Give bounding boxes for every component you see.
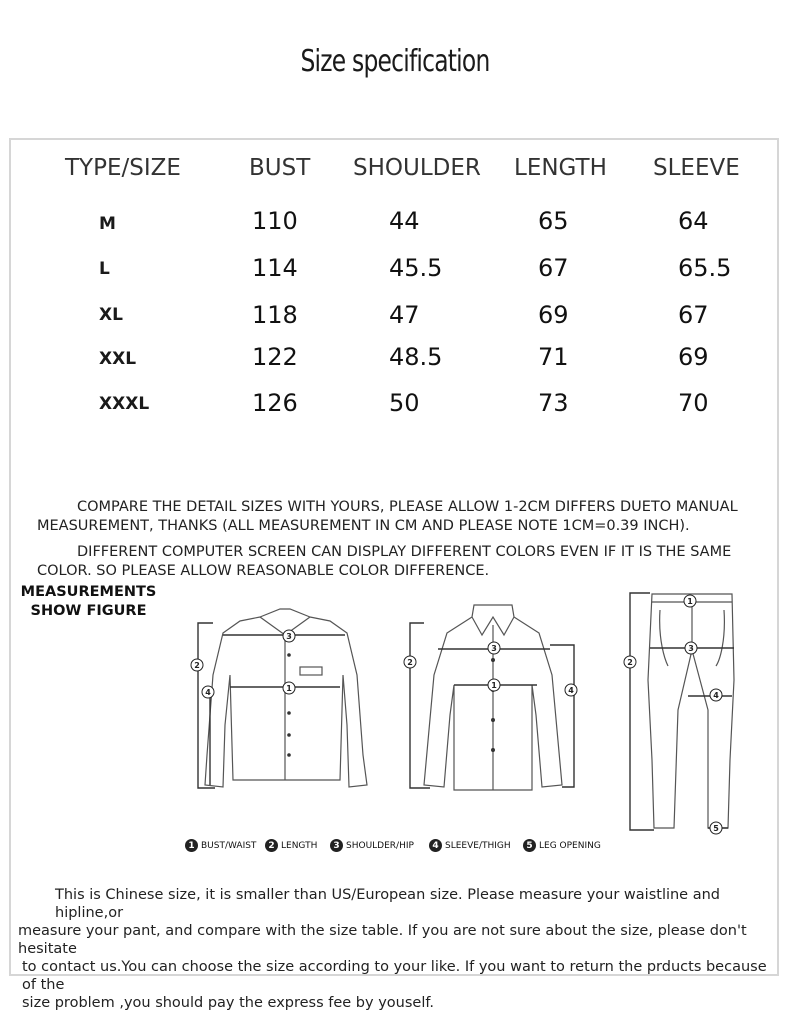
- header-shoulder: SHOULDER: [353, 155, 481, 181]
- legend-item-bust-waist: [185, 839, 256, 852]
- cell-sleeve: 67: [678, 301, 709, 329]
- svg-text:3: 3: [688, 644, 694, 653]
- cell-shoulder: 48.5: [389, 343, 443, 371]
- svg-text:1: 1: [687, 597, 693, 606]
- legend-label: SHOULDER/HIP: [346, 840, 414, 851]
- disclaimer-line3: to contact us.You can choose the size according to your like. If you want to return the prducts because of the: [22, 959, 767, 993]
- header-sleeve: SLEEVE: [653, 155, 740, 181]
- cell-sleeve: 69: [678, 343, 709, 371]
- header-type-size: TYPE/SIZE: [65, 155, 181, 181]
- jacket-measurement-figure: [402, 605, 592, 805]
- marker-badge: [191, 659, 203, 671]
- page-title: Size specification: [300, 44, 490, 79]
- marker-badge: [710, 689, 722, 701]
- measurements-label: [16, 583, 161, 621]
- disclaimer-line2: measure your pant, and compare with the size table. If you are not sure about the size, please don't hesitate: [18, 923, 747, 957]
- disclaimer-line1: This is Chinese size, it is smaller than US/European size. Please measure your waistline and hipline,or: [55, 887, 720, 921]
- legend-number: 1: [185, 839, 198, 852]
- svg-text:3: 3: [491, 644, 497, 653]
- note-compare-line1: COMPARE THE DETAIL SIZES WITH YOURS, PLEASE ALLOW 1-2CM DIFFERS DUETO MANUAL: [77, 499, 738, 515]
- marker-badge: [488, 679, 500, 691]
- measurements-label-line1: MEASUREMENTS: [20, 584, 157, 600]
- cell-shoulder: 47: [389, 301, 420, 329]
- marker-badge: [684, 595, 696, 607]
- marker-badge: [283, 630, 295, 642]
- cell-bust: 126: [252, 389, 298, 417]
- cell-length: 67: [538, 254, 569, 282]
- note-compare-line2: MEASUREMENT, THANKS (ALL MEASUREMENT IN CM AND PLEASE NOTE 1CM=0.39 INCH).: [37, 518, 690, 534]
- size-label: XL: [99, 305, 123, 325]
- cell-shoulder: 50: [389, 389, 420, 417]
- svg-text:4: 4: [568, 686, 574, 695]
- cell-length: 65: [538, 207, 569, 235]
- measurements-label-line2: SHOW FIGURE: [30, 603, 147, 619]
- marker-badge: [202, 686, 214, 698]
- marker-badge: [283, 682, 295, 694]
- cell-length: 73: [538, 389, 569, 417]
- note-color-line2: COLOR. SO PLEASE ALLOW REASONABLE COLOR DIFFERENCE.: [37, 563, 490, 579]
- marker-badge: [685, 642, 697, 654]
- size-label: XXL: [99, 349, 137, 369]
- cell-shoulder: 45.5: [389, 254, 443, 282]
- svg-text:1: 1: [491, 681, 497, 690]
- svg-text:2: 2: [407, 658, 413, 667]
- size-label: L: [99, 259, 110, 279]
- svg-text:3: 3: [286, 632, 292, 641]
- svg-text:4: 4: [713, 691, 719, 700]
- legend-label: LENGTH: [281, 840, 318, 851]
- cell-sleeve: 70: [678, 389, 709, 417]
- size-label: M: [99, 214, 116, 234]
- note-color-line1: DIFFERENT COMPUTER SCREEN CAN DISPLAY DIFFERENT COLORS EVEN IF IT IS THE SAME: [77, 544, 732, 560]
- svg-text:2: 2: [194, 661, 200, 670]
- marker-badge: [404, 656, 416, 668]
- pants-measurement-figure: [620, 590, 750, 835]
- cell-bust: 110: [252, 207, 298, 235]
- legend-label: SLEEVE/THIGH: [445, 840, 511, 851]
- cell-bust: 114: [252, 254, 298, 282]
- marker-badge: [565, 684, 577, 696]
- disclaimer-line4: size problem ,you should pay the express fee by youself.: [22, 995, 435, 1011]
- legend-number: 5: [523, 839, 536, 852]
- legend-item-shoulder-hip: [330, 839, 414, 852]
- cell-bust: 118: [252, 301, 298, 329]
- cell-bust: 122: [252, 343, 298, 371]
- legend-number: 4: [429, 839, 442, 852]
- cell-shoulder: 44: [389, 207, 420, 235]
- header-bust: BUST: [249, 155, 311, 181]
- legend-number: 2: [265, 839, 278, 852]
- legend-label: BUST/WAIST: [201, 840, 257, 851]
- marker-badge: [624, 656, 636, 668]
- legend-item-sleeve-thigh: [429, 839, 511, 852]
- size-label: XXXL: [99, 394, 150, 414]
- svg-text:2: 2: [627, 658, 633, 667]
- size-disclaimer: [18, 886, 768, 1012]
- cell-length: 69: [538, 301, 569, 329]
- marker-badge: [710, 822, 722, 834]
- cell-length: 71: [538, 343, 569, 371]
- shirt-measurement-figure: [185, 605, 375, 805]
- svg-text:5: 5: [713, 824, 719, 833]
- legend-number: 3: [330, 839, 343, 852]
- cell-sleeve: 65.5: [678, 254, 732, 282]
- cell-sleeve: 64: [678, 207, 709, 235]
- svg-text:4: 4: [205, 688, 211, 697]
- legend-item-leg-opening: [523, 839, 601, 852]
- legend-item-length: [265, 839, 317, 852]
- legend-label: LEG OPENING: [539, 840, 601, 851]
- svg-text:1: 1: [286, 684, 292, 693]
- header-length: LENGTH: [514, 155, 607, 181]
- marker-badge: [488, 642, 500, 654]
